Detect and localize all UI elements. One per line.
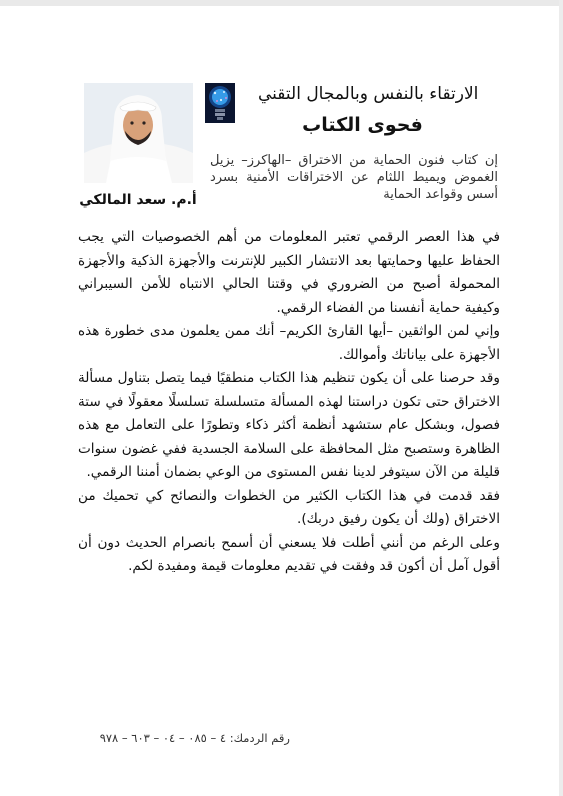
right-border bbox=[559, 0, 563, 796]
paragraph: فقد قدمت في هذا الكتاب الكثير من الخطوات والنصائح كي تحميك من الاختراق (ولك أن يكون رفيق دربك). bbox=[78, 487, 500, 527]
paragraph: وقد حرصنا على أن يكون تنظيم هذا الكتاب منطقيًا فيما يتصل بتناول مسألة الاختراق حتى تكون دراستنا لهذه المسألة متسلسلة تسلسلًا معقولًا في ستة فصول، وبشكل عام ستشهد أنظمة أكثر ذكاء وتطورًا على التعامل مع هذه الظاهرة وستصبح مثل المحافظة على السلامة الجسدية ففي غضون سنوات قليلة من الآن سيتوفر لدينا نفس المستوى من الوعي بضمان أمننا الرقمي. bbox=[78, 370, 500, 480]
book-title: فحوى الكتاب bbox=[302, 114, 423, 136]
top-border bbox=[0, 0, 563, 6]
body-text bbox=[78, 226, 500, 579]
intro-paragraph: إن كتاب فنون الحماية من الاختراق –الهاكرز– يزيل الغموض ويميط اللثام عن الاختراقات الأمنية بسرد أسس وقواعد الحماية bbox=[210, 153, 498, 202]
paragraph: في هذا العصر الرقمي تعتبر المعلومات من أهم الخصوصيات التي يجب الحفاظ عليها وحمايتها بعد الانتشار الكبير للإنترنت والأجهزة الذكية والأجهزة المحمولة أصبح من الضروري في وقتنا الحالي الانتباه للأمن السيبراني وكيفية حماية أنفسنا من الفضاء الرقمي. bbox=[78, 229, 500, 316]
isbn-number: رقم الردمك: ٤ – ٠٨٥ – ٠٤ – ٦٠٣ – ٩٧٨ bbox=[99, 731, 290, 745]
lightbulb-icon bbox=[205, 83, 235, 123]
intro-text bbox=[210, 152, 498, 203]
author-name: أ.م. سعد المالكي bbox=[79, 192, 197, 208]
page-subtitle: الارتقاء بالنفس وبالمجال التقني bbox=[258, 84, 479, 104]
paragraph: وعلى الرغم من أنني أطلت فلا يسعني أن أسمح بانصرام الحديث دون أن أقول آمل أن أكون قد وفقت في تقديم معلومات قيمة ومفيدة لكم. bbox=[78, 534, 500, 574]
paragraph: وإني لمن الواثقين –أيها القارئ الكريم– أنك ممن يعلمون مدى خطورة هذه الأجهزة على بياناتك وأموالك. bbox=[78, 323, 500, 363]
author-photo bbox=[84, 83, 193, 183]
